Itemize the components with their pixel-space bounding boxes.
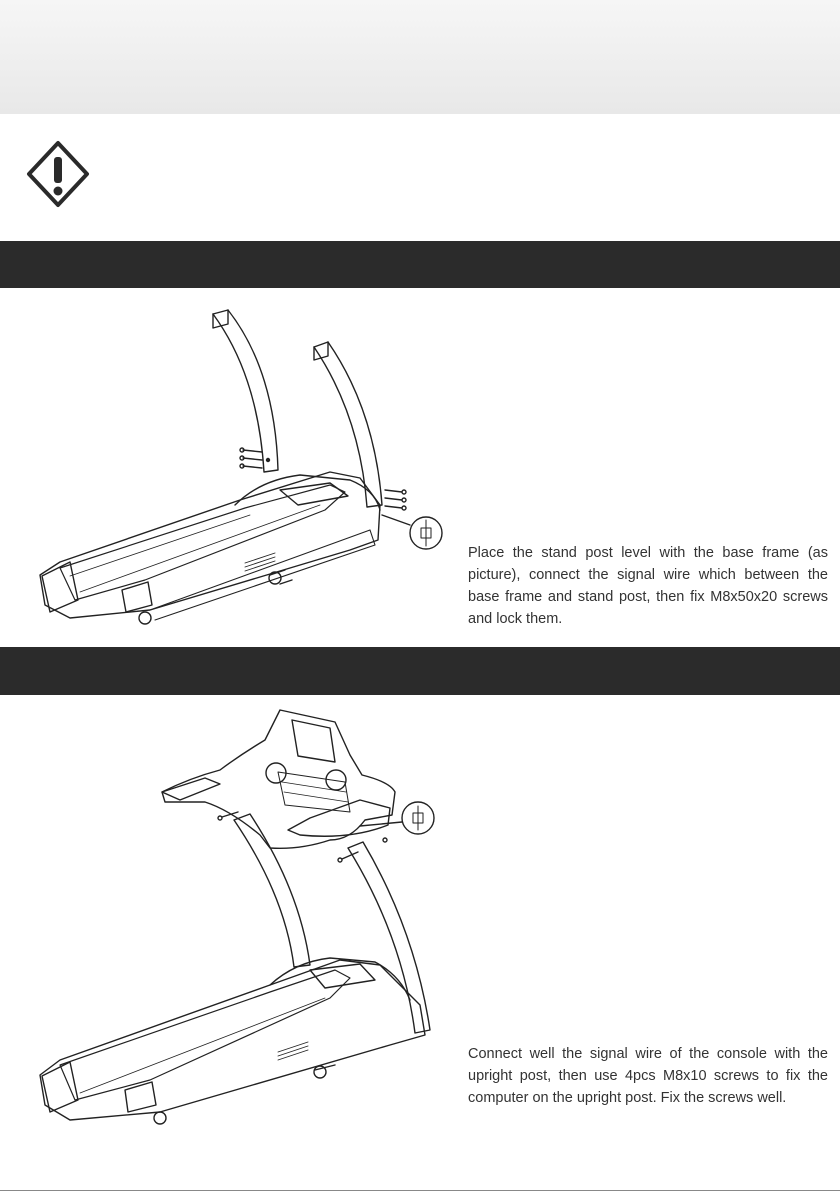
step-1-instructions: Place the stand post level with the base frame (as picture), connect the signal wire which between the base frame and stand post, then fix M8x50x20 screws and lock them.: [468, 545, 828, 627]
step-2-instructions: Connect well the signal wire of the console with the upright post, then use 4pcs M8x10 screws to fix the computer on the upright post. Fix the screws well.: [468, 1046, 828, 1106]
warning-diamond-icon: [26, 140, 90, 208]
treadmill-stand-post-illustration: [30, 300, 450, 630]
step-1-header-bar: [0, 241, 840, 288]
step-2-header-bar: [0, 647, 840, 695]
treadmill-console-illustration: [30, 700, 460, 1130]
header-band: [0, 0, 840, 114]
page-bottom-rule: [0, 1190, 840, 1191]
